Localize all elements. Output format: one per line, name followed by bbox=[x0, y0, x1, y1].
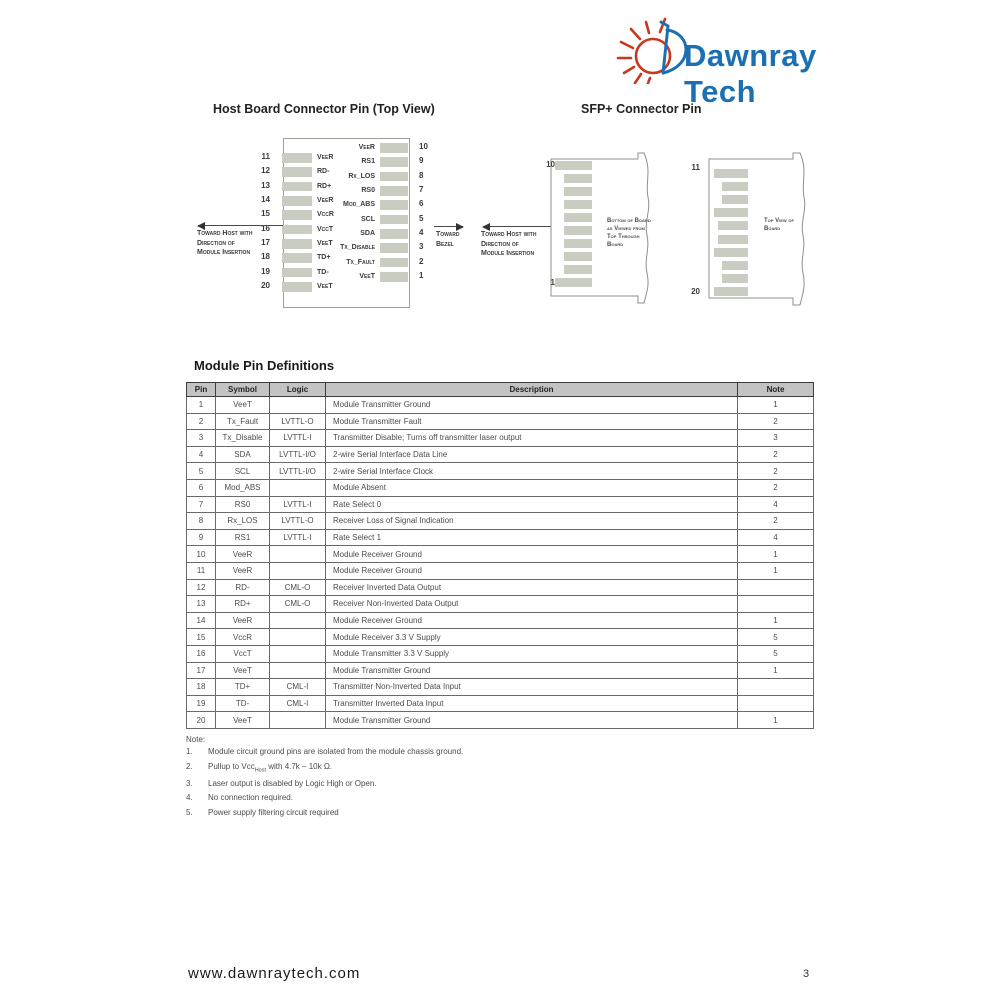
board-pad bbox=[564, 213, 592, 222]
toward-host-label-sfp: Toward Host with Direction of Module Insertion bbox=[481, 231, 537, 257]
pin-number: 13 bbox=[261, 180, 270, 190]
table-cell: 5 bbox=[738, 645, 814, 662]
pin-number: 14 bbox=[261, 195, 270, 204]
pin-number: 19 bbox=[261, 266, 270, 276]
connector-pad bbox=[380, 172, 408, 182]
table-cell: Module Receiver 3.3 V Supply bbox=[326, 629, 738, 646]
table-cell: 7 bbox=[187, 496, 216, 513]
table-row bbox=[187, 513, 814, 530]
toward-host-arrow-sfp bbox=[483, 226, 551, 227]
table-cell: 1 bbox=[738, 612, 814, 629]
pin-label: Tx_Fault bbox=[346, 258, 375, 266]
pin-number: 16 bbox=[261, 223, 270, 233]
table-cell: 13 bbox=[187, 596, 216, 613]
table-cell: CML-I bbox=[270, 695, 326, 712]
table-cell bbox=[270, 662, 326, 679]
table-cell: 2 bbox=[738, 446, 814, 463]
table-cell: 2 bbox=[738, 463, 814, 480]
table-row bbox=[187, 596, 814, 613]
table-cell: 18 bbox=[187, 679, 216, 696]
pin-table-body bbox=[187, 397, 814, 729]
toward-bezel-label: Toward Bezel bbox=[436, 231, 460, 248]
table-cell: CML-O bbox=[270, 579, 326, 596]
table-cell: VccR bbox=[216, 629, 270, 646]
table-cell: RS1 bbox=[216, 529, 270, 546]
pin-label: RS1 bbox=[361, 158, 375, 166]
note-item: 2. Pullup to Vcc$_{Host}$ with 4.7k – 10k Ω. bbox=[186, 761, 333, 774]
table-cell: RS0 bbox=[216, 496, 270, 513]
table-cell: VeeR bbox=[216, 546, 270, 563]
table-cell: 8 bbox=[187, 513, 216, 530]
table-row bbox=[187, 397, 814, 414]
pin-number: 1 bbox=[419, 271, 424, 280]
table-cell: Rate Select 0 bbox=[326, 496, 738, 513]
connector-pad bbox=[282, 225, 312, 235]
pin-label: SCL bbox=[361, 215, 375, 223]
connector-pad bbox=[380, 157, 408, 167]
table-row bbox=[187, 430, 814, 447]
col-symbol: Symbol bbox=[216, 383, 270, 397]
connector-pad bbox=[282, 268, 312, 278]
table-cell: 12 bbox=[187, 579, 216, 596]
pin-label: VeeT bbox=[317, 240, 333, 247]
note-item: 3. Laser output is disabled by Logic High or Open. bbox=[186, 778, 377, 788]
connector-pad bbox=[380, 272, 408, 282]
table-cell: LVTTL-I bbox=[270, 430, 326, 447]
table-cell bbox=[738, 596, 814, 613]
table-cell: 2 bbox=[738, 513, 814, 530]
table-header-row bbox=[187, 383, 814, 397]
company-logo bbox=[616, 12, 856, 109]
host-board-title: Host Board Connector Pin (Top View) bbox=[213, 102, 435, 116]
table-cell: LVTTL-I/O bbox=[270, 446, 326, 463]
table-cell: LVTTL-O bbox=[270, 413, 326, 430]
pin-number: 15 bbox=[261, 209, 270, 219]
table-cell bbox=[270, 645, 326, 662]
toward-host-arrow-left bbox=[198, 225, 283, 226]
table-cell: 1 bbox=[738, 397, 814, 414]
table-cell: 5 bbox=[187, 463, 216, 480]
table-cell: 4 bbox=[187, 446, 216, 463]
table-cell: Receiver Non-Inverted Data Output bbox=[326, 596, 738, 613]
notes-label: Note: bbox=[186, 735, 206, 744]
table-cell: SDA bbox=[216, 446, 270, 463]
pin-number: 6 bbox=[419, 199, 424, 209]
table-cell: LVTTL-O bbox=[270, 513, 326, 530]
pin-label: Mod_ABS bbox=[342, 201, 375, 209]
table-cell: 2 bbox=[187, 413, 216, 430]
connector-pad bbox=[380, 258, 408, 268]
connector-pad bbox=[380, 200, 408, 210]
table-cell: 6 bbox=[187, 479, 216, 496]
table-cell: LVTTL-I bbox=[270, 529, 326, 546]
pin-label: VeeT bbox=[359, 273, 375, 280]
pin-label: RD- bbox=[317, 168, 330, 176]
pin-label: RS0 bbox=[361, 187, 375, 194]
table-cell: 5 bbox=[738, 629, 814, 646]
board-pad bbox=[722, 182, 748, 191]
table-cell: Transmitter Disable; Turns off transmitter laser output bbox=[326, 430, 738, 447]
table-row bbox=[187, 645, 814, 662]
connector-pad bbox=[282, 182, 312, 192]
board-pin-number: 11 bbox=[691, 163, 700, 172]
table-cell: 15 bbox=[187, 629, 216, 646]
board-pin-number: 10 bbox=[546, 160, 555, 169]
table-cell: Rate Select 1 bbox=[326, 529, 738, 546]
table-row bbox=[187, 712, 814, 729]
board-pad bbox=[722, 195, 748, 204]
board-pad bbox=[564, 265, 592, 274]
table-cell bbox=[270, 546, 326, 563]
table-cell: CML-O bbox=[270, 596, 326, 613]
pin-number: 12 bbox=[261, 166, 270, 176]
board-pad bbox=[714, 208, 748, 217]
table-cell: Transmitter Non-Inverted Data Input bbox=[326, 679, 738, 696]
table-cell: 4 bbox=[738, 529, 814, 546]
table-cell: VeeT bbox=[216, 662, 270, 679]
table-title: Module Pin Definitions bbox=[194, 358, 335, 373]
table-cell bbox=[270, 479, 326, 496]
pin-definitions-table bbox=[186, 382, 814, 729]
table-cell: 4 bbox=[738, 496, 814, 513]
board-pad bbox=[718, 235, 748, 244]
table-cell: Receiver Loss of Signal Indication bbox=[326, 513, 738, 530]
sfp-connector-title: SFP+ Connector Pin bbox=[581, 102, 702, 116]
pin-number: 5 bbox=[419, 213, 424, 223]
table-row bbox=[187, 562, 814, 579]
table-row bbox=[187, 446, 814, 463]
table-row bbox=[187, 612, 814, 629]
logo-text: Dawnray Tech bbox=[684, 38, 817, 109]
table-cell: TD- bbox=[216, 695, 270, 712]
table-cell: 19 bbox=[187, 695, 216, 712]
table-cell: Module Transmitter Fault bbox=[326, 413, 738, 430]
connector-pad bbox=[380, 143, 408, 153]
board-pin-number: 20 bbox=[691, 287, 700, 296]
table-cell: VeeR bbox=[216, 612, 270, 629]
notes-section bbox=[186, 735, 706, 822]
table-cell: Transmitter Inverted Data Input bbox=[326, 695, 738, 712]
table-cell: 1 bbox=[738, 712, 814, 729]
table-cell: 9 bbox=[187, 529, 216, 546]
table-cell: 17 bbox=[187, 662, 216, 679]
board-pad bbox=[564, 252, 592, 261]
table-cell: SCL bbox=[216, 463, 270, 480]
pin-label: Tx_Disable bbox=[340, 244, 375, 252]
connector-pad bbox=[282, 196, 312, 206]
table-cell: 1 bbox=[738, 562, 814, 579]
connector-pad bbox=[380, 215, 408, 225]
pin-number: 11 bbox=[261, 152, 270, 161]
board-pad bbox=[714, 287, 748, 296]
table-row bbox=[187, 662, 814, 679]
pin-number: 18 bbox=[261, 252, 270, 262]
table-cell: LVTTL-I/O bbox=[270, 463, 326, 480]
table-cell: LVTTL-I bbox=[270, 496, 326, 513]
pin-label: TD+ bbox=[317, 254, 331, 262]
table-cell bbox=[738, 579, 814, 596]
pin-number: 3 bbox=[419, 242, 424, 252]
table-cell: VccT bbox=[216, 645, 270, 662]
board-pad bbox=[564, 200, 592, 209]
pin-label: TD- bbox=[317, 268, 329, 276]
table-row bbox=[187, 629, 814, 646]
connector-pad bbox=[282, 253, 312, 263]
board-caption: Top View of Board bbox=[764, 218, 794, 232]
toward-bezel-arrow bbox=[434, 226, 463, 227]
pin-label: RD+ bbox=[317, 182, 332, 190]
col-pin: Pin bbox=[187, 383, 216, 397]
table-cell: 10 bbox=[187, 546, 216, 563]
pin-label: VeeR bbox=[317, 197, 334, 204]
table-row bbox=[187, 413, 814, 430]
connector-pad bbox=[282, 282, 312, 292]
table-cell bbox=[270, 712, 326, 729]
connector-pad bbox=[282, 153, 312, 163]
pin-label: SDA bbox=[360, 230, 375, 237]
board-pad bbox=[722, 274, 748, 283]
col-note: Note bbox=[738, 383, 814, 397]
table-cell: VeeT bbox=[216, 712, 270, 729]
table-row bbox=[187, 463, 814, 480]
connector-pad bbox=[380, 243, 408, 253]
pin-label: VeeR bbox=[317, 154, 334, 161]
footer-website: www.dawnraytech.com bbox=[188, 965, 361, 982]
table-cell: Module Transmitter 3.3 V Supply bbox=[326, 645, 738, 662]
table-cell: VeeR bbox=[216, 562, 270, 579]
table-row bbox=[187, 496, 814, 513]
table-cell: Mod_ABS bbox=[216, 479, 270, 496]
board-pad bbox=[718, 221, 748, 230]
host-connector-diagram bbox=[183, 135, 483, 320]
board-pin-number: 1 bbox=[550, 278, 555, 287]
connector-pad bbox=[380, 229, 408, 239]
table-cell bbox=[270, 612, 326, 629]
toward-host-label-left: Toward Host with Direction of Module Insertion bbox=[197, 230, 253, 256]
table-row bbox=[187, 579, 814, 596]
table-cell: Tx_Fault bbox=[216, 413, 270, 430]
note-item: 1. Module circuit ground pins are isolated from the module chassis ground. bbox=[186, 747, 464, 756]
table-cell bbox=[270, 629, 326, 646]
board-pad bbox=[714, 248, 748, 257]
pin-number: 8 bbox=[419, 170, 424, 180]
table-cell: 11 bbox=[187, 562, 216, 579]
table-cell: Receiver Inverted Data Output bbox=[326, 579, 738, 596]
sfp-bottom-board bbox=[545, 135, 675, 320]
pin-number: 10 bbox=[419, 142, 428, 151]
pin-label: VccR bbox=[317, 211, 334, 219]
connector-pad bbox=[282, 167, 312, 177]
table-cell bbox=[270, 397, 326, 414]
pin-number: 7 bbox=[419, 185, 424, 194]
connector-pad bbox=[282, 210, 312, 220]
table-row bbox=[187, 529, 814, 546]
notes-list bbox=[186, 747, 706, 817]
table-cell: 2-wire Serial Interface Data Line bbox=[326, 446, 738, 463]
table-cell: 3 bbox=[738, 430, 814, 447]
connector-pad bbox=[282, 239, 312, 249]
table-cell: 20 bbox=[187, 712, 216, 729]
note-item: 4. No connection required. bbox=[186, 793, 293, 803]
table-cell: VeeT bbox=[216, 397, 270, 414]
table-cell: 14 bbox=[187, 612, 216, 629]
board-pad bbox=[722, 261, 748, 270]
table-cell: TD+ bbox=[216, 679, 270, 696]
table-cell: Module Transmitter Ground bbox=[326, 397, 738, 414]
table-cell: 16 bbox=[187, 645, 216, 662]
col-logic: Logic bbox=[270, 383, 326, 397]
table-row bbox=[187, 546, 814, 563]
board-pad bbox=[555, 161, 592, 170]
pin-label: VeeR bbox=[358, 144, 375, 151]
table-cell bbox=[738, 679, 814, 696]
board-pad bbox=[564, 187, 592, 196]
table-cell: 1 bbox=[187, 397, 216, 414]
table-cell: Module Receiver Ground bbox=[326, 612, 738, 629]
table-cell: RD+ bbox=[216, 596, 270, 613]
board-pad bbox=[564, 174, 592, 183]
pin-label: VccT bbox=[317, 225, 334, 233]
board-pad bbox=[555, 278, 592, 287]
board-pad bbox=[564, 239, 592, 248]
sfp-top-board bbox=[691, 135, 830, 320]
table-cell: 2 bbox=[738, 479, 814, 496]
table-cell: 2-wire Serial Interface Clock bbox=[326, 463, 738, 480]
table-row bbox=[187, 679, 814, 696]
table-cell bbox=[738, 695, 814, 712]
pin-number: 17 bbox=[261, 238, 270, 247]
pin-label: Rx_LOS bbox=[348, 172, 375, 180]
table-row bbox=[187, 479, 814, 496]
table-cell: 2 bbox=[738, 413, 814, 430]
page-number: 3 bbox=[803, 968, 810, 980]
table-cell: Module Receiver Ground bbox=[326, 562, 738, 579]
table-cell: 1 bbox=[738, 662, 814, 679]
table-cell bbox=[270, 562, 326, 579]
pin-number: 9 bbox=[419, 156, 424, 166]
table-cell: Module Absent bbox=[326, 479, 738, 496]
table-cell: 3 bbox=[187, 430, 216, 447]
board-pad bbox=[714, 169, 748, 178]
table-cell: Tx_Disable bbox=[216, 430, 270, 447]
table-cell: Module Transmitter Ground bbox=[326, 662, 738, 679]
table-cell: 1 bbox=[738, 546, 814, 563]
pin-label: VeeT bbox=[317, 283, 333, 290]
table-cell: CML-I bbox=[270, 679, 326, 696]
table-cell: RD- bbox=[216, 579, 270, 596]
board-pad bbox=[564, 226, 592, 235]
pin-number: 20 bbox=[261, 281, 270, 290]
pin-number: 2 bbox=[419, 256, 424, 266]
connector-pad bbox=[380, 186, 408, 196]
table-cell: Rx_LOS bbox=[216, 513, 270, 530]
col-description: Description bbox=[326, 383, 738, 397]
board-caption: Bottom of Board as Viewed from Top Through Board bbox=[607, 218, 651, 248]
pin-number: 4 bbox=[419, 228, 424, 237]
note-item: 5. Power supply filtering circuit required bbox=[186, 807, 339, 817]
table-cell: Module Transmitter Ground bbox=[326, 712, 738, 729]
table-cell: Module Receiver Ground bbox=[326, 546, 738, 563]
table-row bbox=[187, 695, 814, 712]
